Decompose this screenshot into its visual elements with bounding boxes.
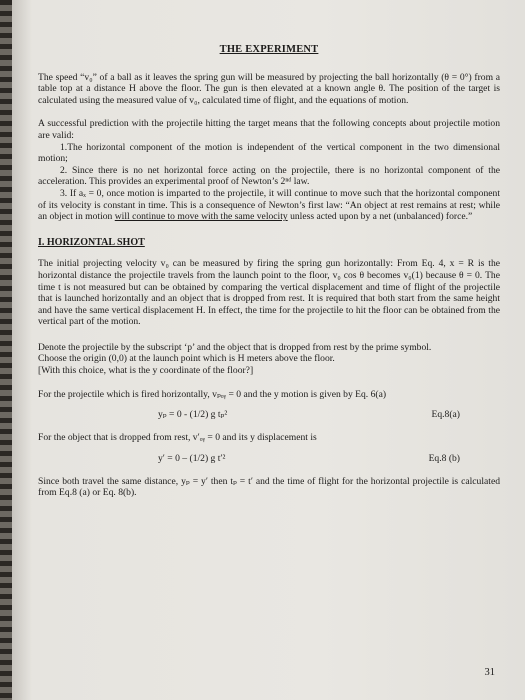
since-paragraph: Since both travel the same distance, yₚ = y′ then tₚ = t′ and the time of flight for the horizontal projectile is calculated from Eq.8 (a) or Eq. 8(b). (38, 475, 500, 499)
concepts-intro: A successful prediction with the projectile hitting the target means that the following concepts about projectile motion are valid: (38, 118, 500, 141)
intro-paragraph: The speed “v₀” of a ball as it leaves the spring gun will be measured by projecting the ball horizontally (θ = 0°) from a table top at a distance H above the floor. The gun is then elevated at a known angle θ. The position of the target is calculated using the measured value of v₀, calculated time of flight, and the equations of motion. (38, 71, 500, 106)
equation-8b: y′ = 0 – (1/2) g t′² (158, 452, 226, 464)
concept-3-end: unless acted upon by a net (unbalanced) force.” (287, 211, 473, 223)
concept-1: 1.The horizontal component of the motion is independent of the vertical component in the two dimensional motion; (38, 141, 500, 165)
equation-8a: yₚ = 0 - (1/2) g tₚ² (158, 409, 228, 421)
equation-8a-label: Eq.8(a) (431, 409, 460, 421)
concept-3-text: 3. If aₓ = 0, once motion is imparted to the projectile, it will continue to move such that the horizontal component of its velocity is constant in time. This is a consequence of Newton’s first law: “An object at rest remains at rest; while an object in motion (38, 187, 500, 223)
fired-paragraph: For the projectile which is fired horizontally, vₚₒᵧ = 0 and the y motion is given by Eq. 6(a) (38, 388, 387, 400)
horizontal-shot-paragraph: The initial projecting velocity v₀ can be measured by firing the spring gun horizontally: From Eq. 4, x = R is the horizontal distance the projectile travels from the launch point to the floor, v₀ cos θ becomes v₀(1) because θ = 0. The time t is not measured but can be obtained by comparing the vertical displacement and time of flight of the projectile that is launched horizontally and an object that is dropped from rest. It is required that both start from the same height and have the same vertical displacement H. In effect, the time for the projectile to hit the floor can be obtained from the vertical part of the motion. (38, 258, 500, 328)
denote-line-1: Denote the projectile by the subscript ‘p’ and the object that is dropped from rest by the prime symbol. (38, 341, 432, 353)
dropped-paragraph: For the object that is dropped from rest, v′ₒᵧ = 0 and its y displacement is (38, 432, 317, 444)
denote-line-3: [With this choice, what is the y coordinate of the floor?] (38, 365, 254, 377)
page-content (38, 44, 500, 499)
equation-8b-label: Eq.8 (b) (428, 452, 460, 464)
page-title: THE EXPERIMENT (219, 44, 319, 55)
concept-3 (38, 188, 500, 223)
equation-8a-row (38, 409, 500, 423)
section-heading: I. HORIZONTAL SHOT (38, 236, 145, 248)
concept-2: 2. Since there is no net horizontal force acting on the projectile, there is no horizontal component of the acceleration. This provides an experimental proof of Newton’s 2ⁿᵈ law. (38, 164, 500, 188)
denote-line-2: Choose the origin (0,0) at the launch point which is H meters above the floor. (38, 353, 335, 365)
page-number: 31 (484, 667, 495, 678)
concept-3-underlined: will continue to move with the same velocity (114, 211, 288, 223)
textbook-page (12, 0, 525, 700)
equation-8b-row (38, 453, 500, 467)
